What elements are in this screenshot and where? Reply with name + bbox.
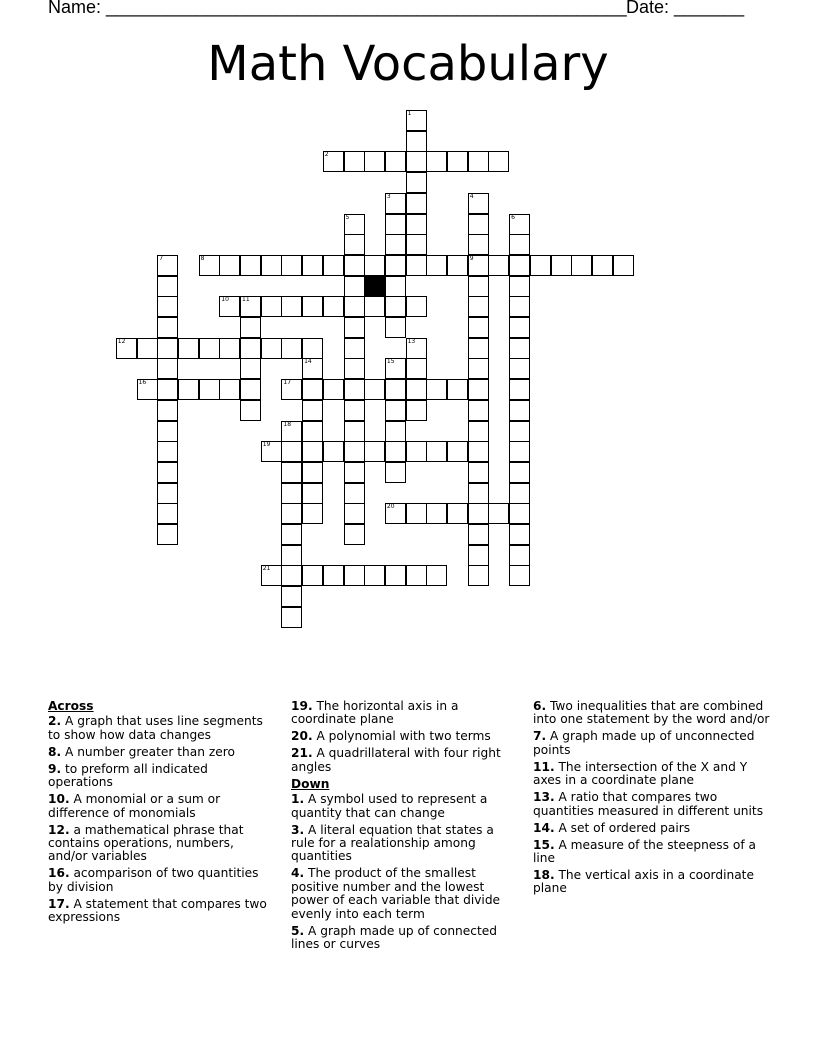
crossword-cell[interactable] [406,193,427,214]
crossword-cell[interactable] [468,524,489,545]
crossword-cell[interactable] [157,524,178,545]
crossword-cell[interactable] [509,296,530,317]
clue-number: 9 [469,254,474,262]
crossword-cell[interactable] [406,358,427,379]
crossword-cell[interactable] [364,565,385,586]
crossword-cell[interactable] [281,586,302,607]
crossword-cell[interactable] [157,483,178,504]
crossword-cell[interactable] [468,296,489,317]
crossword-cell[interactable] [468,358,489,379]
crossword-cell[interactable] [281,483,302,504]
crossword-cell[interactable] [385,234,406,255]
crossword-cell[interactable] [344,358,365,379]
crossword-cell[interactable] [219,296,240,317]
clue-number: 1 [407,110,412,117]
crossword-cell[interactable] [219,338,240,359]
crossword-cell[interactable] [406,234,427,255]
crossword-cell[interactable] [385,296,406,317]
crossword-cell[interactable] [364,151,385,172]
clue-number: 18 [283,420,292,428]
crossword-cell[interactable] [219,255,240,276]
clue-number: 12 [117,337,126,345]
crossword-cell[interactable] [302,462,323,483]
crossword-cell[interactable] [468,421,489,442]
crossword-cell[interactable] [219,379,240,400]
crossword-cell[interactable] [344,503,365,524]
crossword-cell[interactable] [364,441,385,462]
crossword-cell[interactable] [385,565,406,586]
crossword-block-cell [364,276,385,297]
page-title: Math Vocabulary [207,36,609,92]
crossword-cell[interactable] [385,462,406,483]
crossword-cell[interactable] [509,379,530,400]
crossword-cell[interactable] [302,379,323,400]
clue-across-17: 17. A statement that compares two expressions [48,896,267,925]
crossword-cell[interactable] [157,255,178,276]
crossword-cell[interactable] [385,379,406,400]
crossword-cell[interactable] [468,379,489,400]
crossword-cell[interactable] [178,338,199,359]
crossword-cell[interactable] [157,462,178,483]
crossword-cell[interactable] [406,338,427,359]
crossword-cell[interactable] [447,151,468,172]
clue-down-13: 13. A ratio that compares two quantities measured in different units [533,790,764,818]
crossword-cell[interactable] [509,276,530,297]
crossword-cell[interactable] [344,400,365,421]
crossword-cell[interactable] [613,255,634,276]
crossword-cell[interactable] [344,151,365,172]
crossword-cell[interactable] [426,151,447,172]
crossword-cell[interactable] [468,545,489,566]
clue-down-18: 18. The vertical axis in a coordinate plane [533,868,754,896]
crossword-cell[interactable] [281,379,302,400]
crossword-cell[interactable] [509,503,530,524]
clue-number: 2 [324,151,329,159]
crossword-cell[interactable] [323,255,344,276]
clue-down-7: 7. A graph made up of unconnected points [533,729,755,757]
clue-across-12: 12. a mathematical phrase that contains operations, numbers, and/or variables [48,822,244,864]
clue-number: 7 [159,254,164,262]
crossword-cell[interactable] [281,545,302,566]
crossword-cell[interactable] [488,255,509,276]
crossword-cell[interactable] [468,317,489,338]
crossword-cell[interactable] [488,503,509,524]
crossword-cell[interactable] [406,400,427,421]
clue-number: 6 [511,213,515,221]
crossword-cell[interactable] [385,421,406,442]
crossword-cell[interactable] [385,317,406,338]
crossword-cell[interactable] [344,255,365,276]
clue-across-16: 16. acomparison of two quantities by division [48,866,259,894]
crossword-cell[interactable] [157,400,178,421]
crossword-cell[interactable] [468,400,489,421]
crossword-cell[interactable] [406,172,427,193]
crossword-cell[interactable] [302,296,323,317]
crossword-cell[interactable] [116,338,137,359]
crossword-cell[interactable] [344,565,365,586]
crossword-cell[interactable] [468,276,489,297]
crossword-cell[interactable] [592,255,613,276]
clue-down-1: 1. A symbol used to represent a quantity that can change [291,792,488,820]
crossword-cell[interactable] [344,379,365,400]
crossword-cell[interactable] [509,524,530,545]
crossword-cell[interactable] [261,255,282,276]
crossword-cell[interactable] [509,565,530,586]
crossword-cell[interactable] [385,255,406,276]
crossword-cell[interactable] [178,379,199,400]
crossword-cell[interactable] [323,441,344,462]
clue-number: 15 [386,358,395,366]
crossword-cell[interactable] [509,441,530,462]
crossword-cell[interactable] [551,255,572,276]
crossword-cell[interactable] [426,441,447,462]
crossword-cell[interactable] [157,338,178,359]
clue-down-5: 5. A graph made up of connected lines or curves [291,923,497,952]
crossword-cell[interactable] [302,400,323,421]
clues-column-2 [291,700,517,955]
crossword-cell[interactable] [385,503,406,524]
crossword-cell[interactable] [509,400,530,421]
crossword-cell[interactable] [406,296,427,317]
crossword-cell[interactable] [240,296,261,317]
clue-number: 13 [407,337,416,345]
crossword-cell[interactable] [406,503,427,524]
crossword-cell[interactable] [302,338,323,359]
clues-column-1 [48,700,274,928]
crossword-cell[interactable] [468,338,489,359]
crossword-cell[interactable] [468,483,489,504]
crossword-cell[interactable] [157,317,178,338]
clue-number: 10 [221,296,229,304]
clue-down-15: 15. A measure of the steepness of a line [533,837,756,866]
crossword-cell[interactable] [281,441,302,462]
crossword-cell[interactable] [364,255,385,276]
clue-across-20: 20. A polynomial with two terms [291,729,491,744]
clue-down-3: 3. A literal equation that states a rule for a realationship among quantities [291,822,494,864]
crossword-cell[interactable] [157,421,178,442]
crossword-cell[interactable] [240,338,261,359]
crossword-cell[interactable] [468,193,489,214]
crossword-cell[interactable] [240,255,261,276]
crossword-cell[interactable] [426,503,447,524]
crossword-cell[interactable] [199,379,220,400]
crossword-cell[interactable] [344,338,365,359]
crossword-cell[interactable] [468,441,489,462]
crossword-cell[interactable] [385,358,406,379]
clue-down-6: 6. Two inequalities that are combined into one statement by the word and/or [533,699,770,727]
clue-down-4: 4. The product of the smallest positive number and the lowest power of each variable that divide evenly into each term [291,866,501,921]
clue-across-10: 10. A monomial or a sum or difference of monomials [48,792,221,820]
crossword-cell[interactable] [385,193,406,214]
clue-across-2: 2. A graph that uses line segments to show how data changes [48,714,263,742]
crossword-cell[interactable] [364,379,385,400]
crossword-cell[interactable] [199,255,220,276]
clue-number: 19 [262,441,271,449]
clue-across-9: 9. to preform all indicated operations [48,761,208,790]
clue-number: 8 [200,254,205,262]
crossword-cell[interactable] [199,338,220,359]
crossword-cell[interactable] [406,441,427,462]
crossword-cell[interactable] [406,255,427,276]
crossword-cell[interactable] [302,441,323,462]
crossword-cell[interactable] [261,338,282,359]
crossword-cell[interactable] [385,214,406,235]
crossword-cell[interactable] [261,296,282,317]
crossword-cell[interactable] [281,338,302,359]
crossword-cell[interactable] [281,462,302,483]
name-field-label: Name: ____________________________________________________ [48,0,627,17]
crossword-cell[interactable] [240,317,261,338]
crossword-cell[interactable] [530,255,551,276]
crossword-cell[interactable] [240,400,261,421]
crossword-cell[interactable] [137,338,158,359]
across-heading: Across [48,699,94,713]
clue-down-11: 11. The intersection of the X and Y axes in a coordinate plane [533,759,748,788]
crossword-cell[interactable] [344,317,365,338]
crossword-cell[interactable] [281,255,302,276]
crossword-cell[interactable] [323,151,344,172]
crossword-cell[interactable] [385,276,406,297]
crossword-cell[interactable] [281,565,302,586]
crossword-cell[interactable] [385,400,406,421]
crossword-cell[interactable] [447,503,468,524]
crossword-cell[interactable] [468,503,489,524]
crossword-cell[interactable] [447,441,468,462]
crossword-cell[interactable] [468,255,489,276]
crossword-cell[interactable] [509,214,530,235]
clue-across-21: 21. A quadrillateral with four right angles [291,746,501,774]
crossword-cell[interactable] [261,565,282,586]
crossword-cell[interactable] [364,296,385,317]
crossword-cell[interactable] [261,441,282,462]
crossword-cell[interactable] [509,483,530,504]
crossword-cell[interactable] [509,462,530,483]
clue-number: 3 [386,192,391,200]
clue-number: 5 [345,213,350,221]
crossword-cell[interactable] [302,255,323,276]
crossword-cell[interactable] [157,276,178,297]
crossword-cell[interactable] [344,276,365,297]
crossword-cell[interactable] [302,421,323,442]
crossword-cell[interactable] [302,358,323,379]
crossword-cell[interactable] [509,358,530,379]
crossword-cell[interactable] [447,255,468,276]
crossword-cell[interactable] [281,503,302,524]
crossword-cell[interactable] [468,565,489,586]
date-field-label: Date: _______ [626,0,745,17]
crossword-cell[interactable] [468,234,489,255]
crossword-cell[interactable] [344,441,365,462]
crossword-cell[interactable] [468,214,489,235]
crossword-cell[interactable] [302,503,323,524]
crossword-cell[interactable] [157,296,178,317]
crossword-cell[interactable] [344,462,365,483]
crossword-cell[interactable] [281,524,302,545]
clue-number: 21 [262,565,271,573]
down-heading: Down [291,776,330,791]
crossword-cell[interactable] [281,607,302,628]
clue-number: 17 [283,379,292,387]
crossword-cell[interactable] [240,358,261,379]
crossword-cell[interactable] [509,421,530,442]
crossword-cell[interactable] [406,379,427,400]
crossword-cell[interactable] [344,421,365,442]
crossword-cell[interactable] [509,255,530,276]
crossword-cell[interactable] [509,234,530,255]
crossword-cell[interactable] [344,524,365,545]
crossword-cell[interactable] [468,151,489,172]
crossword-cell[interactable] [468,462,489,483]
clue-number: 11 [242,296,250,304]
clues-column-3 [533,700,773,899]
crossword-cell[interactable] [385,151,406,172]
crossword-cell[interactable] [302,483,323,504]
crossword-cell[interactable] [323,565,344,586]
crossword-cell[interactable] [137,379,158,400]
clue-number: 4 [469,192,474,200]
clue-across-8: 8. A number greater than zero [48,744,235,759]
crossword-cell[interactable] [488,151,509,172]
crossword-cell[interactable] [344,214,365,235]
crossword-cell[interactable] [281,296,302,317]
crossword-cell[interactable] [344,296,365,317]
crossword-cell[interactable] [240,379,261,400]
crossword-cell[interactable] [426,255,447,276]
crossword-cell[interactable] [344,234,365,255]
crossword-cell[interactable] [406,151,427,172]
crossword-cell[interactable] [426,379,447,400]
crossword-cell[interactable] [406,214,427,235]
crossword-cell[interactable] [509,338,530,359]
clue-down-14: 14. A set of ordered pairs [533,820,691,835]
crossword-cell[interactable] [426,565,447,586]
crossword-cell[interactable] [509,317,530,338]
crossword-cell[interactable] [571,255,592,276]
crossword-cell[interactable] [406,110,427,131]
crossword-cell[interactable] [447,379,468,400]
crossword-cell[interactable] [344,483,365,504]
crossword-cell[interactable] [323,379,344,400]
clue-number: 14 [304,358,312,366]
crossword-cell[interactable] [323,296,344,317]
crossword-cell[interactable] [406,565,427,586]
crossword-cell[interactable] [302,565,323,586]
crossword-cell[interactable] [509,545,530,566]
crossword-cell[interactable] [157,503,178,524]
crossword-cell[interactable] [385,441,406,462]
crossword-cell[interactable] [157,358,178,379]
crossword-cell[interactable] [406,131,427,152]
clue-across-19: 19. The horizontal axis in a coordinate plane [291,699,459,727]
clue-number: 20 [386,503,395,511]
clue-number: 16 [138,379,147,387]
crossword-cell[interactable] [157,441,178,462]
crossword-cell[interactable] [157,379,178,400]
crossword-cell[interactable] [281,421,302,442]
